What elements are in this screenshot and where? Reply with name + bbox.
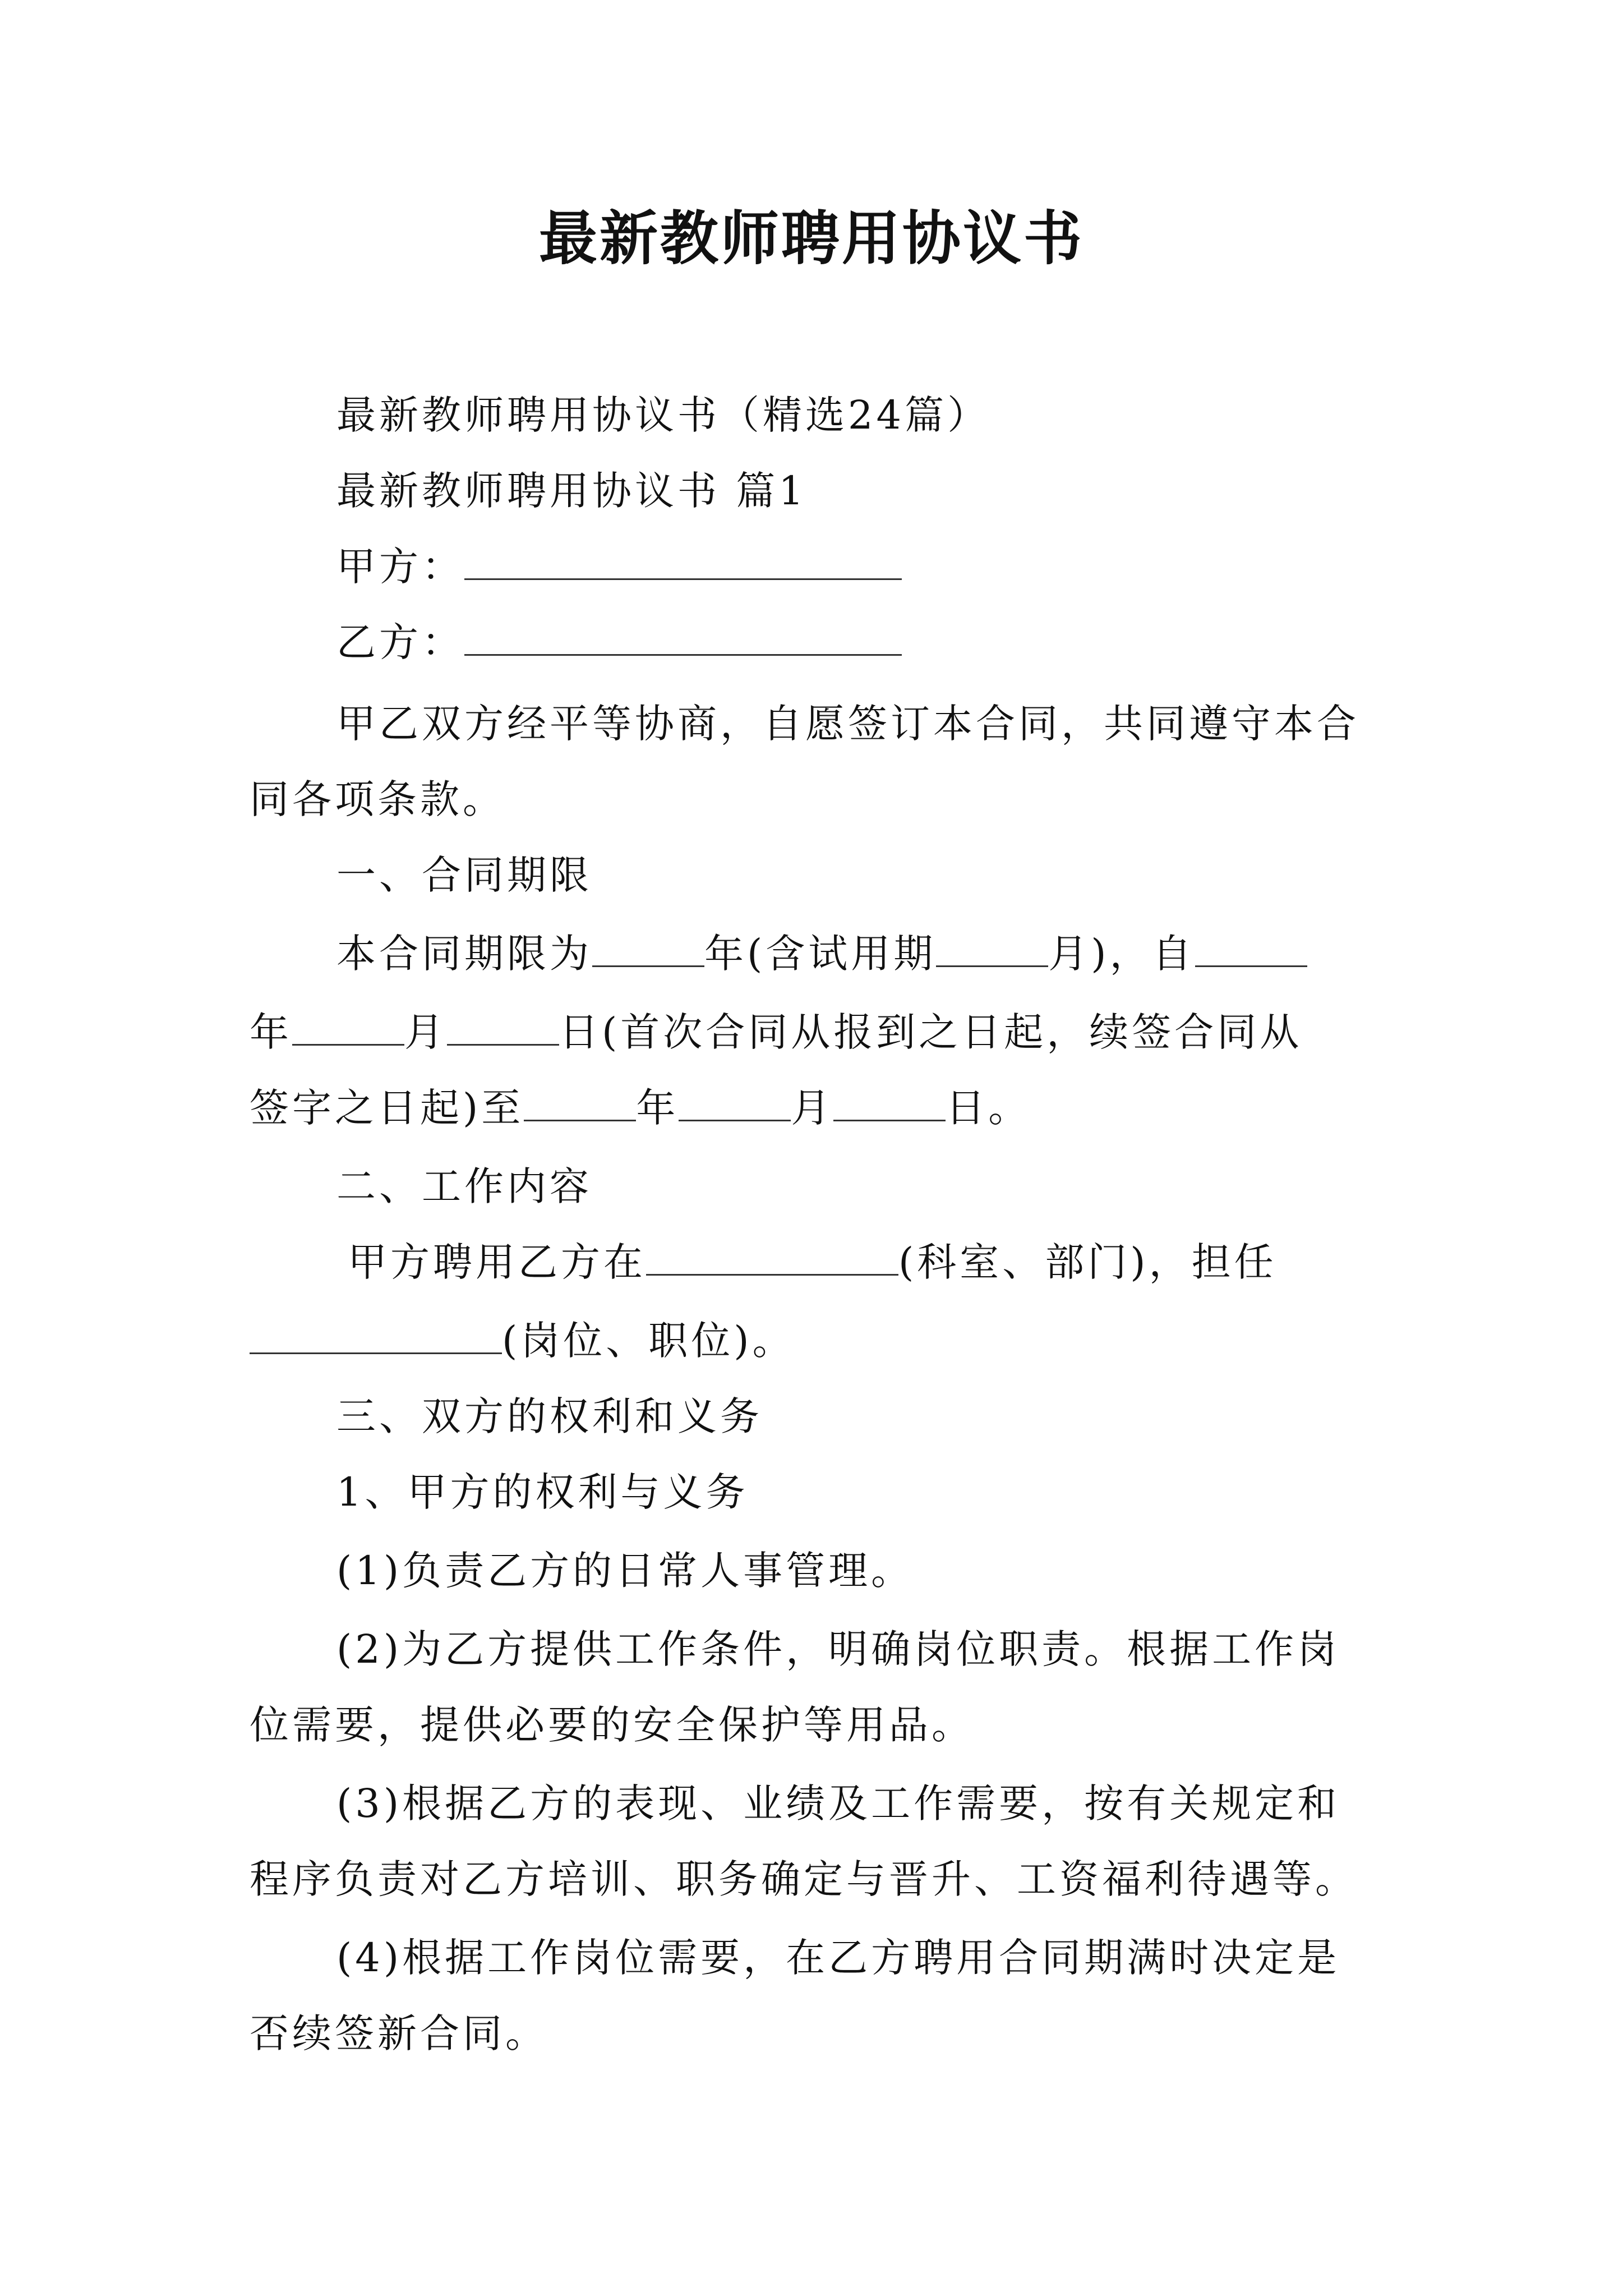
work-text: 甲方聘用乙方在 [348, 1239, 646, 1285]
end-year-blank [524, 1080, 636, 1121]
section3-heading: 三、双方的权利和义务 [336, 1393, 763, 1439]
start-year-blank [1195, 926, 1307, 967]
term-line-3 [250, 1080, 1031, 1136]
term-text: 日。 [946, 1085, 1031, 1131]
work-line-2 [250, 1313, 795, 1369]
term-text: 年(含试用期 [704, 931, 937, 977]
item-4-line-1: (4)根据工作岗位需要，在乙方聘用合同期满时决定是 [336, 1935, 1340, 1981]
probation-months-blank [936, 926, 1048, 967]
term-text: 日(首次合同从报到之日起，续签合同从 [559, 1009, 1303, 1055]
party-a-row [336, 539, 902, 595]
party-b-blank [464, 615, 902, 656]
start-day-blank [447, 1005, 559, 1046]
section2-heading: 二、工作内容 [336, 1163, 592, 1209]
sub1-heading: 1、甲方的权利与义务 [336, 1469, 749, 1515]
item-3-line-1: (3)根据乙方的表现、业绩及工作需要，按有关规定和 [336, 1780, 1340, 1826]
document-subtitle: 最新教师聘用协议书（精选24篇） [336, 392, 990, 438]
item-2-line-1: (2)为乙方提供工作条件，明确岗位职责。根据工作岗 [336, 1626, 1340, 1672]
term-text: 月)，自 [1048, 931, 1195, 977]
party-a-blank [464, 539, 902, 580]
end-month-blank [679, 1080, 791, 1121]
end-day-blank [833, 1080, 946, 1121]
party-a-label: 甲方： [336, 544, 464, 590]
chapter-heading: 最新教师聘用协议书 篇1 [336, 468, 807, 514]
party-b-label: 乙方： [336, 619, 464, 665]
department-blank [646, 1235, 898, 1276]
item-2-line-2: 位需要，提供必要的安全保护等用品。 [250, 1702, 974, 1748]
term-text: 年 [250, 1009, 292, 1055]
term-line-1 [336, 926, 1307, 982]
section1-heading: 一、合同期限 [336, 852, 592, 898]
position-blank [250, 1313, 502, 1354]
intro-line-2: 同各项条款。 [250, 776, 505, 822]
item-4-line-2: 否续签新合同。 [250, 2010, 548, 2056]
work-text: (科室、部门)，担任 [898, 1239, 1277, 1285]
work-text: (岗位、职位)。 [502, 1318, 795, 1364]
term-text: 月 [791, 1085, 834, 1131]
work-line-1 [348, 1234, 1277, 1290]
term-text: 本合同期限为 [336, 931, 592, 977]
party-b-row [336, 614, 902, 670]
term-text: 月 [404, 1009, 447, 1055]
document-title: 最新教师聘用协议书 [538, 204, 1084, 273]
start-month-blank [292, 1005, 404, 1046]
intro-line-1: 甲乙双方经平等协商，自愿签订本合同，共同遵守本合 [336, 701, 1359, 747]
term-line-2 [250, 1004, 1302, 1060]
item-1: (1)负责乙方的日常人事管理。 [336, 1548, 914, 1594]
term-text: 签字之日起)至 [250, 1085, 524, 1131]
term-text: 年 [636, 1085, 679, 1131]
item-3-line-2: 程序负责对乙方培训、职务确定与晋升、工资福利待遇等。 [250, 1856, 1358, 1902]
term-years-blank [592, 926, 704, 967]
